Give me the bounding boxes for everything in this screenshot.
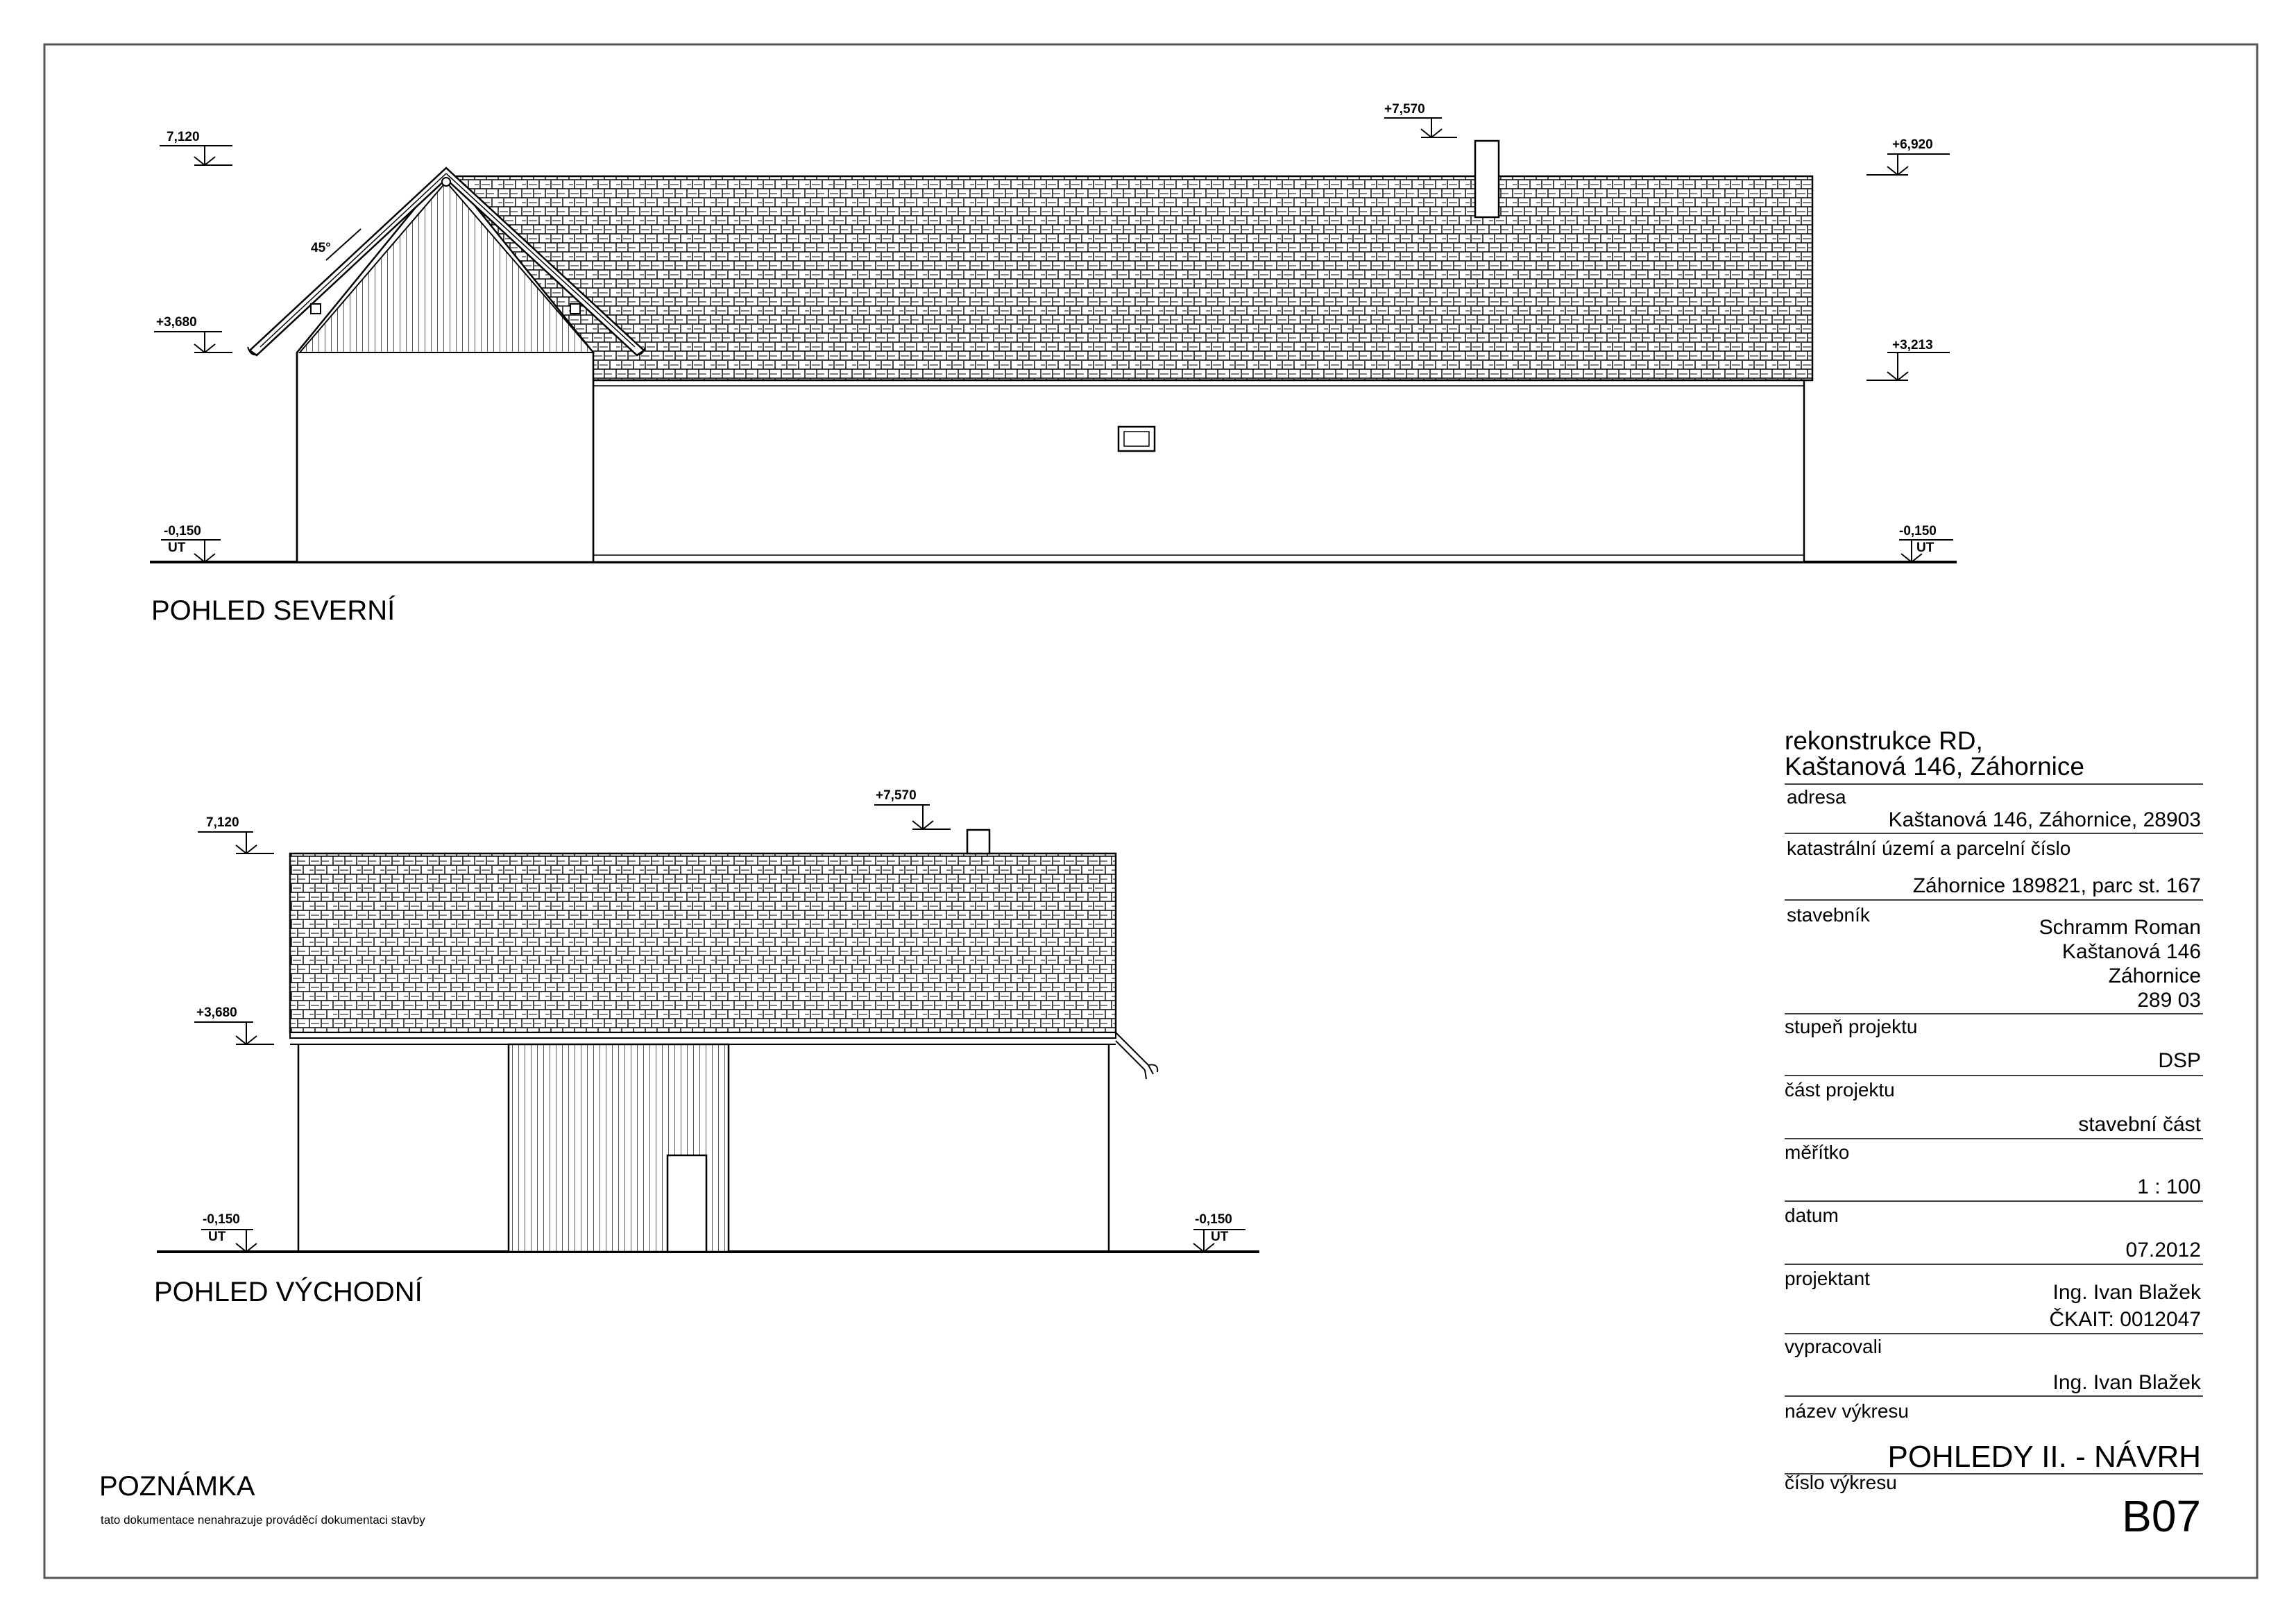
cadastre-label: katastrální území a parcelní číslo bbox=[1787, 838, 2071, 859]
svg-text:+3,213: +3,213 bbox=[1892, 338, 1933, 352]
north-level-ground-right bbox=[1899, 524, 1953, 562]
east-view-title: POHLED VÝCHODNÍ bbox=[154, 1277, 423, 1307]
builder-label: stavebník bbox=[1787, 904, 1870, 926]
title-block bbox=[1785, 726, 2203, 1541]
address-label: adresa bbox=[1787, 786, 1846, 808]
drawing-number-value: B07 bbox=[2122, 1491, 2201, 1541]
east-level-eave-left bbox=[194, 1005, 274, 1044]
scale-value: 1 : 100 bbox=[2137, 1175, 2201, 1198]
designer-label: projektant bbox=[1785, 1268, 1870, 1289]
drawing-number-label: číslo výkresu bbox=[1785, 1472, 1897, 1493]
designer-line1: Ing. Ivan Blažek bbox=[2052, 1281, 2201, 1304]
east-level-ground-left bbox=[201, 1212, 257, 1252]
svg-text:+6,920: +6,920 bbox=[1892, 137, 1933, 152]
builder-line1: Schramm Roman bbox=[2039, 916, 2201, 939]
north-level-eave-right bbox=[1866, 338, 1950, 380]
note-text: tato dokumentace nenahrazuje prováděcí dokumentaci stavby bbox=[101, 1513, 425, 1527]
east-chimney bbox=[967, 830, 989, 853]
svg-text:UT: UT bbox=[168, 541, 186, 555]
north-elevation bbox=[150, 102, 1957, 626]
north-level-chimney bbox=[1384, 102, 1457, 137]
east-level-ground-right bbox=[1193, 1212, 1245, 1252]
svg-text:-0,150: -0,150 bbox=[203, 1212, 240, 1227]
north-level-eave-left bbox=[154, 315, 232, 352]
stage-value: DSP bbox=[2158, 1049, 2201, 1072]
east-door bbox=[667, 1155, 706, 1252]
designer-line2: ČKAIT: 0012047 bbox=[2049, 1308, 2201, 1331]
east-elevation bbox=[154, 788, 1259, 1307]
east-level-chimney bbox=[874, 788, 951, 829]
drawing-name-value: POHLEDY II. - NÁVRH bbox=[1887, 1440, 2201, 1474]
north-level-top-left bbox=[160, 130, 232, 165]
address-value: Kaštanová 146, Záhornice, 28903 bbox=[1888, 808, 2201, 831]
svg-text:+3,680: +3,680 bbox=[196, 1005, 237, 1020]
north-view-title: POHLED SEVERNÍ bbox=[151, 595, 396, 626]
svg-text:+3,680: +3,680 bbox=[156, 315, 197, 330]
north-chimney bbox=[1475, 141, 1499, 217]
scale-label: měřítko bbox=[1785, 1141, 1850, 1163]
project-name-line1: rekonstrukce RD, bbox=[1785, 726, 1983, 755]
svg-text:+7,570: +7,570 bbox=[876, 788, 917, 803]
svg-text:7,120: 7,120 bbox=[167, 130, 200, 144]
drawn-label: vypracovali bbox=[1785, 1336, 1882, 1357]
date-label: datum bbox=[1785, 1205, 1839, 1226]
svg-text:UT: UT bbox=[1211, 1230, 1229, 1244]
builder-line3: Záhornice bbox=[2108, 965, 2201, 987]
svg-text:-0,150: -0,150 bbox=[1195, 1212, 1232, 1227]
project-name-line2: Kaštanová 146, Záhornice bbox=[1785, 752, 2084, 781]
cadastre-value: Záhornice 189821, parc st. 167 bbox=[1912, 874, 2201, 897]
note bbox=[99, 1470, 425, 1527]
svg-text:+7,570: +7,570 bbox=[1384, 102, 1425, 117]
svg-text:7,120: 7,120 bbox=[206, 815, 239, 830]
builder-line4: 289 03 bbox=[2137, 989, 2201, 1012]
svg-text:UT: UT bbox=[208, 1230, 226, 1244]
north-angle-label: 45° bbox=[311, 241, 331, 255]
north-level-ground-left bbox=[161, 524, 221, 562]
north-level-ridge-right bbox=[1866, 137, 1950, 175]
east-level-top-left bbox=[198, 815, 274, 853]
note-heading: POZNÁMKA bbox=[99, 1471, 255, 1502]
north-main-roof bbox=[444, 176, 1812, 380]
builder-line2: Kaštanová 146 bbox=[2061, 940, 2201, 963]
part-label: část projektu bbox=[1785, 1079, 1895, 1101]
svg-text:UT: UT bbox=[1916, 541, 1934, 555]
svg-text:-0,150: -0,150 bbox=[1899, 524, 1937, 538]
stage-label: stupeň projektu bbox=[1785, 1016, 1918, 1037]
drawing-name-label: název výkresu bbox=[1785, 1400, 1909, 1422]
part-value: stavební část bbox=[2078, 1113, 2201, 1136]
drawn-value: Ing. Ivan Blažek bbox=[2052, 1371, 2201, 1394]
svg-text:-0,150: -0,150 bbox=[164, 524, 201, 538]
north-main-wall bbox=[593, 380, 1804, 562]
east-roof bbox=[290, 853, 1116, 1033]
date-value: 07.2012 bbox=[2125, 1239, 2201, 1261]
